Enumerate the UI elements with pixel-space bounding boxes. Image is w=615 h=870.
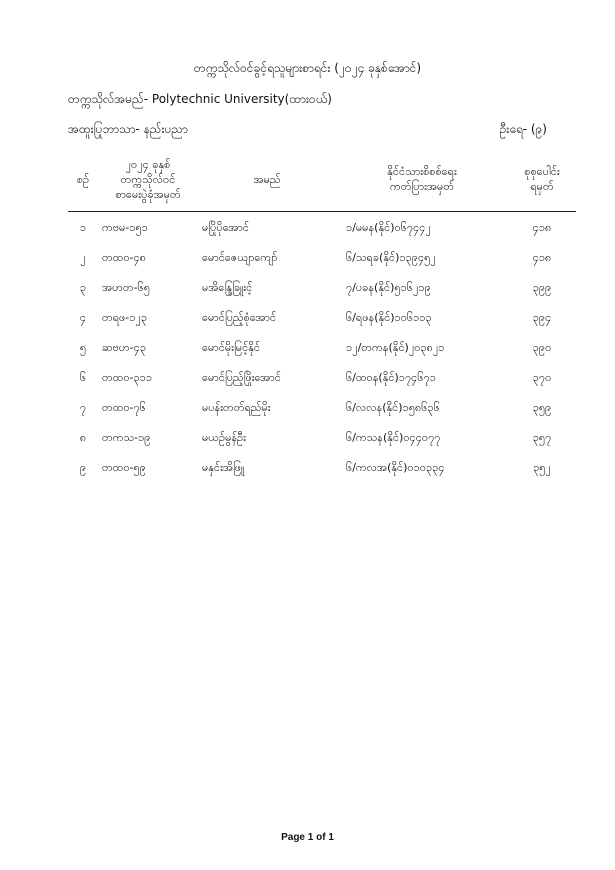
nrc-cell: ၇/ပခန(နိုင်)၅၁၆၂၁၉ [346,281,431,294]
serial-no-cell: ၅ [79,341,87,354]
table-header [68,147,576,212]
total-marks-cell: ၄၁၈ [532,221,552,234]
roll-number-cell: ကဗမ-၁၅၁ [102,221,148,234]
roll-number-cell: တကသ-၁၉ [102,431,151,444]
header-name: အမည် [253,172,281,186]
name-cell: မပြိုပိုအောင် [202,221,249,234]
header-roll-number: ၂၀၂၄ ခုနှစ် တက္ကသိုလ်ဝင် စာမေးပွဲခုံအမှတ် [115,157,181,201]
total-marks-cell: ၃၅၉ [532,401,552,414]
table-row [68,212,576,242]
student-count: ဦးရေ- (၉) [499,122,547,136]
university-line: တက္ကသိုလ်အမည်- Polytechnic University(ထားဝယ်) [68,92,332,106]
table-row [68,422,576,452]
serial-no-cell: ၈ [79,431,87,444]
serial-no-cell: ၇ [79,401,87,414]
roll-number-cell: တထဝ-၃၁၁ [102,371,153,384]
header-serial-no: စဉ် [76,172,90,186]
table-row [68,332,576,362]
serial-no-cell: ၁ [79,221,87,234]
nrc-cell: ၆/လလန(နိုင်)၁၅၈၆၃၆ [346,401,440,414]
total-marks-cell: ၃၅၂ [533,461,551,474]
name-cell: မောင်ဇေယျာကျော် [202,251,278,264]
name-cell: မောင်ပြည့်ဖြိုးအောင် [202,371,281,384]
total-marks-cell: ၃၉၉ [532,281,552,294]
total-marks-cell: ၃၇၀ [532,371,552,384]
table-row [68,272,576,302]
nrc-cell: ၁/မမန(နိုင်)၀၆၇၄၄၂ [346,221,431,234]
roll-number-cell: ဆဗဟ-၄၃ [102,341,147,354]
header-total-marks: စုစုပေါင်း ရမှတ် [524,165,560,193]
serial-no-cell: ၂ [80,251,86,264]
name-cell: မောင်ပြည့်စုံအောင် [202,311,277,324]
total-marks-cell: ၄၁၈ [532,251,552,264]
roll-number-cell: တရဖ-၁၂၃ [102,311,148,324]
serial-no-cell: ၉ [79,461,87,474]
nrc-cell: ၆/ကလအ(နိုင်)၀၁၀၃၃၄ [346,461,445,474]
page-footer: Page 1 of 1 [281,832,334,843]
total-marks-cell: ၃၅၇ [532,431,552,444]
results-table [68,147,576,482]
document-title: တက္ကသိုလ်ဝင်ခွင့်ရသူများစာရင်း (၂၀၂၄ ခုနှစ်အောင်) [193,61,422,75]
nrc-cell: ၆/ထဝန(နိုင်)၁၇၄၆၇၁ [346,371,436,384]
serial-no-cell: ၃ [79,281,87,294]
roll-number-cell: တထဝ-၄၈ [102,251,146,264]
nrc-cell: ၆/ကသန(နိုင်)၀၄၄၀၇၇ [346,431,441,444]
table-body [68,212,576,482]
roll-number-cell: တထဝ-၇၆ [102,401,146,414]
roll-number-cell: တထဝ-၅၉ [102,461,146,474]
table-row [68,302,576,332]
nrc-cell: ၆/သရခ(နိုင်)၁၃၉၄၅၂ [346,251,436,264]
table-row [68,392,576,422]
name-cell: မောင်မိုးမြင့်နိုင် [202,341,260,354]
serial-no-cell: ၆ [79,371,87,384]
subject-line: အထူးပြုဘာသာ- နည်းပညာ [68,122,188,136]
nrc-cell: ၆/ရဖန(နိုင်)၁၀၆၁၁၃ [346,311,432,324]
name-cell: မအိန္ဒြေခြူးင့် [202,281,253,294]
name-cell: မနှင်းအိဖြူ [202,461,245,474]
table-row [68,362,576,392]
total-marks-cell: ၃၉၄ [532,311,552,324]
table-row [68,242,576,272]
nrc-cell: ၁၂/တကန(နိုင်)၂၀၃၈၂၁ [346,341,445,354]
header-nrc: နိုင်ငံသားစိစစ်ရေး ကတ်ပြားအမှတ် [387,165,457,193]
total-marks-cell: ၃၉၀ [532,341,552,354]
serial-no-cell: ၄ [79,311,87,324]
name-cell: မယဉ်မွန်ဦး [202,431,246,444]
name-cell: မပန်းတတ်ရည်မိုး [202,401,271,414]
table-row [68,452,576,482]
roll-number-cell: အဟတ-၆၅ [102,281,150,294]
